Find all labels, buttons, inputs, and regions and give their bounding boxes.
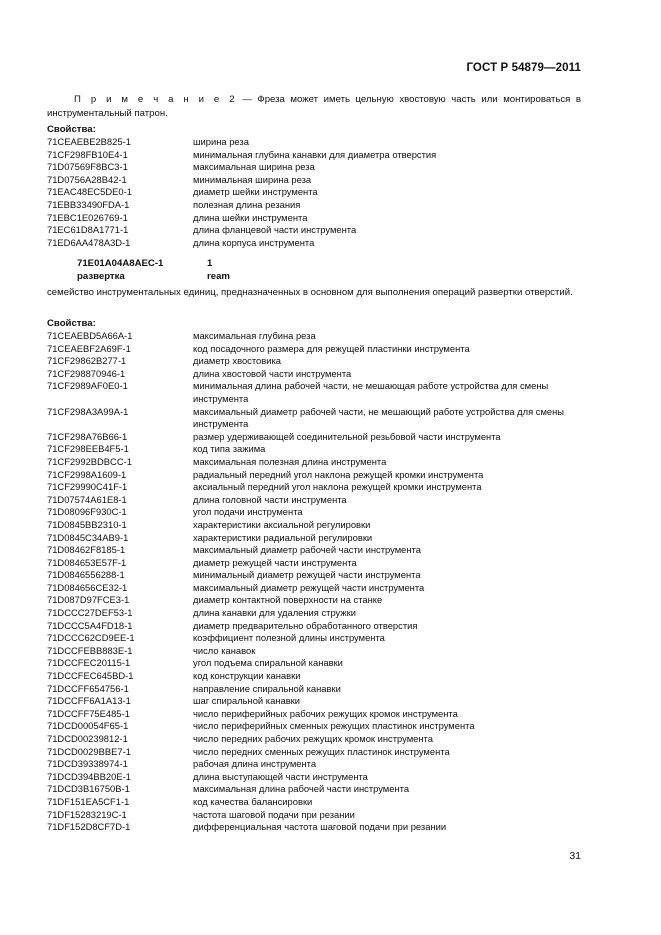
- property-row: [47, 632, 587, 645]
- property-row: [47, 594, 587, 607]
- property-description: код конструкции канавки: [193, 670, 301, 682]
- property-description: рабочая длина инструмента: [193, 758, 317, 770]
- property-code: 71EBC1E026769-1: [47, 211, 128, 223]
- property-row: [47, 746, 587, 759]
- term-code: 71E01A04A8AEC-1: [77, 258, 164, 269]
- property-description: размер удерживающей соединительной резьбовой части инструмента: [193, 430, 501, 442]
- property-description: минимальная длина рабочей части, не мешающая работе устройства для смены инструмента: [193, 380, 549, 404]
- property-description: максимальный диаметр рабочей части инструмента: [193, 544, 421, 556]
- property-code: 71DCD00054F65-1: [47, 720, 129, 732]
- term-number: 1: [207, 258, 213, 269]
- property-code: 71EBB33490FDA-1: [47, 198, 130, 210]
- property-code: 71DF151EA5CF1-1: [47, 795, 130, 807]
- property-code: 71D084653E57F-1: [47, 556, 127, 568]
- property-row: [47, 519, 587, 532]
- property-description: код типа зажима: [193, 443, 266, 455]
- property-code: 71DCD0029BBE7-1: [47, 745, 131, 757]
- property-description: угол подъема спиральной канавки: [193, 657, 343, 669]
- property-description: шаг спиральной канавки: [193, 695, 301, 707]
- note-text: — Фреза может иметь цельную хвостовую часть или монтироваться в инструментальный патрон.: [47, 94, 581, 119]
- property-description: число передних рабочих режущих кромок инструмента: [193, 733, 433, 744]
- property-row: [47, 136, 587, 149]
- property-code: 71DCCFEC20115-1: [47, 657, 131, 669]
- property-description: максимальный диаметр режущей части инструмента: [193, 581, 425, 593]
- property-code: 71EC61D8A1771-1: [47, 224, 129, 236]
- property-description: минимальный диаметр режущей части инструмента: [193, 569, 421, 581]
- property-code: 71EAC48EC5DE0-1: [47, 186, 132, 198]
- property-description: длина выступающей части инструмента: [193, 770, 368, 782]
- section1-heading: Свойства:: [47, 124, 96, 135]
- property-description: дифференциальная частота шаговой подачи при резании: [193, 821, 447, 833]
- property-code: 71DCCFF6A1A13-1: [47, 695, 131, 707]
- property-row: [47, 771, 587, 784]
- property-row: [47, 544, 587, 557]
- property-row: [47, 683, 587, 696]
- property-row: [47, 224, 587, 237]
- property-row: [47, 695, 587, 708]
- property-description: диаметр хвостовика: [193, 355, 281, 367]
- term-definition: семейство инструментальных единиц, предназначенных в основном для выполнения операций развертки отверстий.: [47, 287, 573, 298]
- property-description: полезная длина резания: [193, 198, 301, 210]
- property-code: 71D0846556288-1: [47, 569, 125, 581]
- property-code: 71D0756A28B42-1: [47, 173, 127, 185]
- property-row: [47, 368, 587, 381]
- property-row: [47, 161, 587, 174]
- property-code: 71DCD00239812-1: [47, 733, 128, 744]
- property-row: [47, 355, 587, 368]
- property-code: 71CEAEBF2A69F-1: [47, 342, 131, 354]
- property-row: [47, 494, 587, 507]
- property-code: 71CF2992BDBCC-1: [47, 455, 132, 467]
- property-description: число канавок: [193, 644, 256, 656]
- property-description: максимальная полезная длина инструмента: [193, 455, 387, 467]
- property-row: [47, 149, 587, 162]
- property-row: [47, 620, 587, 633]
- property-code: 71D0845BB2310-1: [47, 518, 127, 530]
- property-row: [47, 469, 587, 482]
- property-row: [47, 380, 587, 405]
- property-description: характеристики радиальной регулировки: [193, 531, 373, 543]
- property-row: [47, 532, 587, 545]
- property-code: 71D084656CE32-1: [47, 581, 128, 593]
- property-code: 71D08462F8185-1: [47, 544, 126, 556]
- property-code: 71ED6AA478A3D-1: [47, 236, 131, 248]
- note-paragraph: [47, 93, 581, 120]
- property-row: [47, 708, 587, 721]
- property-description: длина шейки инструмента: [193, 211, 308, 223]
- property-description: радиальный передний угол наклона режущей кромки инструмента: [193, 468, 484, 480]
- property-row: [47, 758, 587, 771]
- section2-properties-list: [47, 330, 587, 834]
- property-code: 71CF298870946-1: [47, 367, 126, 379]
- property-code: 71DCCFEC645BD-1: [47, 670, 134, 682]
- property-row: [47, 657, 587, 670]
- property-row: [47, 456, 587, 469]
- property-description: максимальная ширина реза: [193, 161, 315, 173]
- property-code: 71CEAEBD5A66A-1: [47, 330, 133, 341]
- property-description: диаметр предварительно обработанного отверстия: [193, 619, 418, 631]
- property-code: 71CF298A76B66-1: [47, 430, 128, 442]
- property-row: [47, 720, 587, 733]
- property-code: 71CF298EEB4F5-1: [47, 443, 129, 455]
- property-description: длина корпуса инструмента: [193, 236, 315, 248]
- property-code: 71DF152D8CF7D-1: [47, 821, 131, 833]
- property-row: [47, 199, 587, 212]
- property-code: 71DCCFF75E485-1: [47, 707, 130, 719]
- property-row: [47, 582, 587, 595]
- property-code: 71D08096F930C-1: [47, 506, 127, 518]
- property-row: [47, 343, 587, 356]
- property-row: [47, 796, 587, 809]
- property-row: [47, 406, 587, 431]
- property-row: [47, 821, 587, 834]
- property-code: 71D0845C34AB9-1: [47, 531, 129, 543]
- property-description: число передних сменных режущих пластинок инструмента: [193, 745, 450, 757]
- property-row: [47, 431, 587, 444]
- property-description: число периферийных сменных режущих пластинок инструмента: [193, 720, 475, 732]
- property-description: минимальная глубина канавки для диаметра отверстия: [193, 148, 437, 160]
- property-code: 71D087D97FCE3-1: [47, 594, 130, 606]
- property-row: [47, 506, 587, 519]
- property-row: [47, 607, 587, 620]
- property-description: коэффициент полезной длины инструмента: [193, 632, 385, 644]
- property-code: 71CF2998A1609-1: [47, 468, 127, 480]
- property-row: [47, 443, 587, 456]
- property-description: угол подачи инструмента: [193, 506, 303, 518]
- property-code: 71CF29862B277-1: [47, 355, 127, 367]
- property-row: [47, 645, 587, 658]
- property-row: [47, 733, 587, 746]
- property-row: [47, 186, 587, 199]
- property-description: длина канавки для удаления стружки: [193, 607, 356, 619]
- property-description: длина хвостовой части инструмента: [193, 367, 352, 379]
- note-prefix: П р и м е ч а н и е 2: [74, 94, 237, 105]
- property-description: длина фланцевой части инструмента: [193, 224, 357, 236]
- property-row: [47, 557, 587, 570]
- property-code: 71DF15283219C-1: [47, 808, 127, 820]
- section1-properties-list: [47, 136, 587, 249]
- property-row: [47, 237, 587, 250]
- property-code: 71CEAEBE2B825-1: [47, 136, 131, 147]
- property-row: [47, 569, 587, 582]
- standard-number: ГОСТ Р 54879—2011: [466, 62, 581, 74]
- property-description: диаметр шейки инструмента: [193, 186, 318, 198]
- property-row: [47, 670, 587, 683]
- property-description: диаметр режущей части инструмента: [193, 556, 357, 568]
- property-description: длина головной части инструмента: [193, 493, 347, 505]
- property-description: минимальная ширина реза: [193, 173, 312, 185]
- property-row: [47, 330, 587, 343]
- property-code: 71DCD39338974-1: [47, 758, 128, 770]
- property-code: 71CF298FB10E4-1: [47, 148, 128, 160]
- property-row: [47, 212, 587, 225]
- property-description: ширина реза: [193, 136, 249, 147]
- property-code: 71CF298A3A99A-1: [47, 405, 129, 417]
- property-description: максимальная глубина реза: [193, 330, 316, 341]
- property-code: 71DCD3B16750B-1: [47, 783, 130, 795]
- property-description: код посадочного размера для режущей пластинки инструмента: [193, 342, 470, 354]
- property-description: характеристики аксиальной регулировки: [193, 518, 371, 530]
- property-code: 71D07574A61E8-1: [47, 493, 127, 505]
- property-code: 71DCD394BB20E-1: [47, 770, 131, 782]
- property-code: 71DCCFEBB883E-1: [47, 644, 133, 656]
- property-row: [47, 481, 587, 494]
- property-code: 71DCCC62CD9EE-1: [47, 632, 135, 644]
- property-description: частота шаговой подачи при резании: [193, 808, 355, 820]
- term-name-ru: развертка: [77, 270, 125, 282]
- property-description: максимальная длина рабочей части инструмента: [193, 783, 410, 795]
- term-entry: [77, 258, 230, 283]
- property-row: [47, 809, 587, 822]
- property-code: 71DCCFF654756-1: [47, 682, 129, 694]
- property-code: 71DCCC27DEF53-1: [47, 607, 133, 619]
- property-code: 71D07569F8BC3-1: [47, 161, 128, 173]
- term-name-en: ream: [207, 270, 230, 282]
- property-row: [47, 783, 587, 796]
- property-row: [47, 174, 587, 187]
- property-code: 71CF29990C41F-1: [47, 481, 128, 493]
- page-number: 31: [569, 850, 581, 862]
- property-description: диаметр контактной поверхности на станке: [193, 594, 383, 606]
- property-description: код качества балансировки: [193, 795, 313, 807]
- property-code: 71CF2989AF0E0-1: [47, 380, 128, 392]
- property-description: число периферийных рабочих режущих кромок инструмента: [193, 707, 458, 719]
- property-description: максимальный диаметр рабочей части, не мешающий работе устройства для смены инструмента: [193, 405, 565, 430]
- section2-heading: Свойства:: [47, 318, 96, 329]
- property-code: 71DCCC5A4FD18-1: [47, 619, 133, 631]
- property-description: аксиальный передний угол наклона режущей кромки инструмента: [193, 481, 482, 493]
- property-description: направление спиральной канавки: [193, 682, 341, 694]
